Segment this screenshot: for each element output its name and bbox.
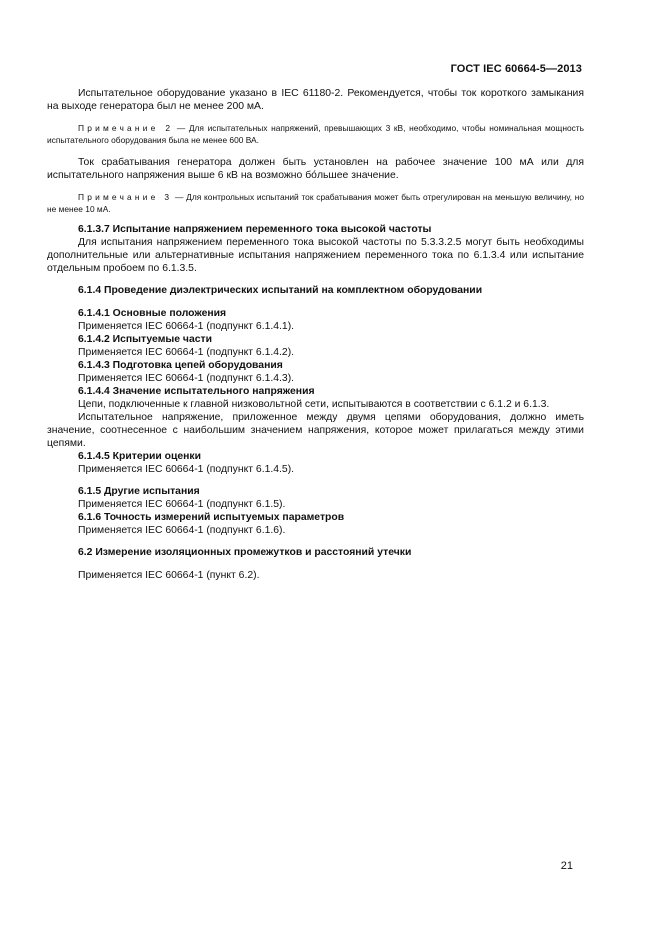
heading-6-2: 6.2 Измерение изоляционных промежутков и расстояний утечки [78,547,412,558]
paragraph-test-equipment: Испытательное оборудование указано в IEC 61180-2. Рекомендуется, чтобы ток короткого замыкания на выходе генератора был не менее 200 мА. [47,88,584,112]
page-number: 21 [560,860,573,872]
heading-6-1-4-4: 6.1.4.4 Значение испытательного напряжения [78,386,315,397]
note-2-label: Примечание 2 [78,123,174,133]
note-3 [47,191,584,215]
note-2 [47,122,584,146]
paragraph-6-1-4-3: Применяется IEC 60664-1 (подпункт 6.1.4.3). [78,373,295,384]
page-content [47,87,584,582]
heading-6-1-4-3: 6.1.4.3 Подготовка цепей оборудования [78,360,283,371]
heading-6-1-6: 6.1.6 Точность измерений испытуемых параметров [78,512,345,523]
paragraph-6-1-5: Применяется IEC 60664-1 (подпункт 6.1.5). [78,499,286,510]
paragraph-6-1-3-7: Для испытания напряжением переменного тока высокой частоты по 5.3.3.2.5 могут быть необходимы дополнительные или альтернативные испытания напряжением переменного тока по 6.1.3.4 или испытание отдельным пробоем по 6.1.3.5. [47,237,584,274]
paragraph-6-1-4-4-voltage: Испытательное напряжение, приложенное между двумя цепями оборудования, должно иметь значение, соотнесенное с наибольшим значением напряжения, которое может прилагаться между этими цепями. [47,412,584,449]
heading-6-1-4-2: 6.1.4.2 Испытуемые части [78,334,212,345]
note-3-text: — Для контрольных испытаний ток срабатывания может быть отрегулирован на меньшую величину, но не менее 10 мА. [47,192,584,214]
paragraph-6-2: Применяется IEC 60664-1 (пункт 6.2). [78,570,260,581]
paragraph-6-1-4-5: Применяется IEC 60664-1 (подпункт 6.1.4.5). [78,464,295,475]
heading-6-1-4-1: 6.1.4.1 Основные положения [78,308,227,319]
paragraph-6-1-6: Применяется IEC 60664-1 (подпункт 6.1.6). [78,525,286,536]
heading-6-1-5: 6.1.5 Другие испытания [78,486,200,497]
paragraph-6-1-4-1: Применяется IEC 60664-1 (подпункт 6.1.4.1). [78,321,295,332]
note-2-text: — Для испытательных напряжений, превышающих 3 кВ, необходимо, чтобы номинальная мощность испытательного оборудования была не менее 600 ВА. [47,123,584,145]
document-id-header: ГОСТ IEC 60664-5—2013 [450,63,582,75]
heading-6-1-4-5: 6.1.4.5 Критерии оценки [78,451,201,462]
paragraph-trip-current: Ток срабатывания генератора должен быть установлен на рабочее значение 100 мА или для испытательного напряжения выше 6 кВ на возможно бо́льшее значение. [47,157,584,181]
note-3-label: Примечание 3 [78,192,173,202]
heading-6-1-4: 6.1.4 Проведение диэлектрических испытаний на комплектном оборудовании [78,285,483,296]
paragraph-6-1-4-4-circuits: Цепи, подключенные к главной низковольтной сети, испытываются в соответствии с 6.1.2 и 6.1.3. [78,399,550,410]
paragraph-6-1-4-2: Применяется IEC 60664-1 (подпункт 6.1.4.2). [78,347,295,358]
heading-6-1-3-7: 6.1.3.7 Испытание напряжением переменного тока высокой частоты [78,224,432,235]
